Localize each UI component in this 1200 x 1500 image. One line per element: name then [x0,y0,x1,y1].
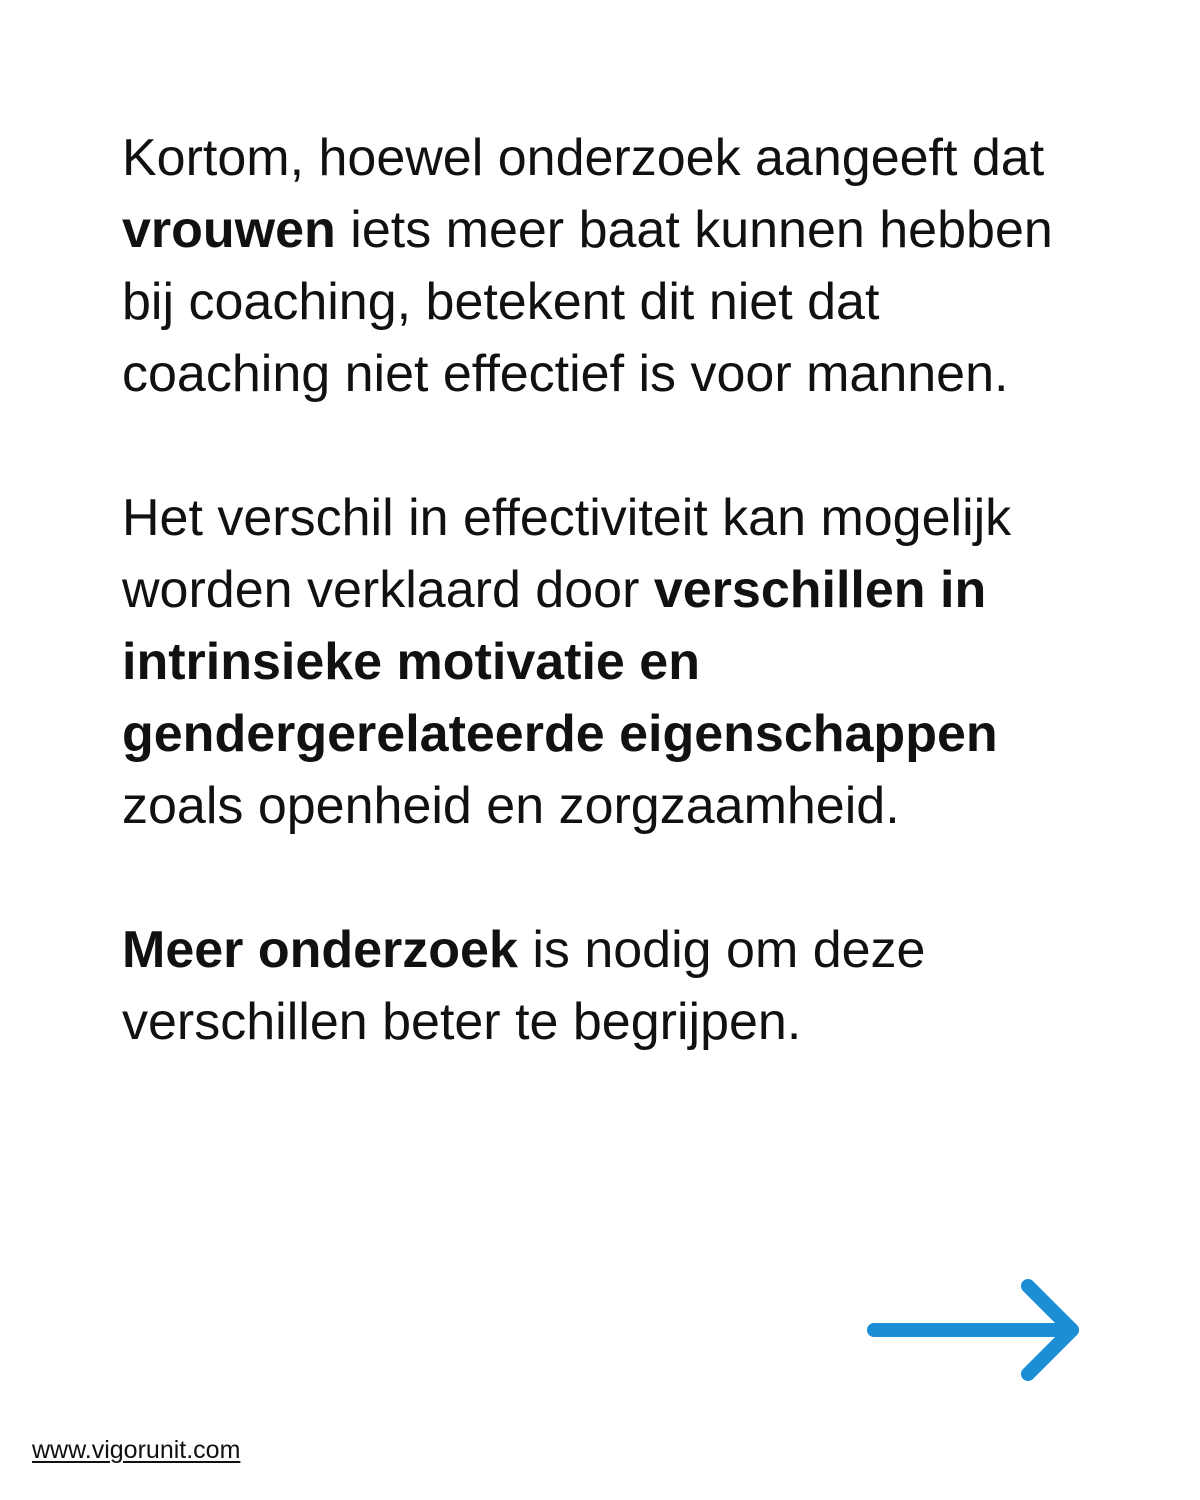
main-text [122,122,1162,1130]
line-text: worden verklaard door [122,561,654,619]
text-line [122,626,1162,698]
line-text: iets meer baat kunnen hebben [335,201,1053,259]
text-line [122,698,1162,770]
line-text: Het verschil in effectiviteit kan mogelijk [122,489,1012,547]
line-text: coaching niet effectief is voor mannen. [122,345,1009,403]
emphasis-text: intrinsieke motivatie en [122,633,700,691]
paragraph-summary [122,122,1162,410]
text-line [122,482,1162,554]
line-text: verschillen beter te begrijpen. [122,993,802,1051]
text-line [122,770,1162,842]
emphasis-text: verschillen in [653,561,987,619]
line-text: zoals openheid en zorgzaamheid. [122,777,900,835]
text-line [122,122,1162,194]
arrow-right-icon [862,1276,1088,1386]
text-line [122,194,1162,266]
emphasis-text: Meer onderzoek [122,921,518,979]
text-line [122,914,1162,986]
paragraph-conclusion [122,914,1162,1058]
line-text: Kortom, hoewel onderzoek aangeeft dat [122,129,1045,187]
emphasis-text: gendergerelateerde eigenschappen [122,705,998,763]
emphasis-text: vrouwen [122,201,336,259]
line-text: is nodig om deze [517,921,926,979]
text-line [122,266,1162,338]
text-line [122,554,1162,626]
text-line [122,986,1162,1058]
text-line [122,338,1162,410]
website-link[interactable]: www.vigorunit.com [32,1436,241,1464]
line-text: bij coaching, betekent dit niet dat [122,273,880,331]
paragraph-explanation [122,482,1162,842]
